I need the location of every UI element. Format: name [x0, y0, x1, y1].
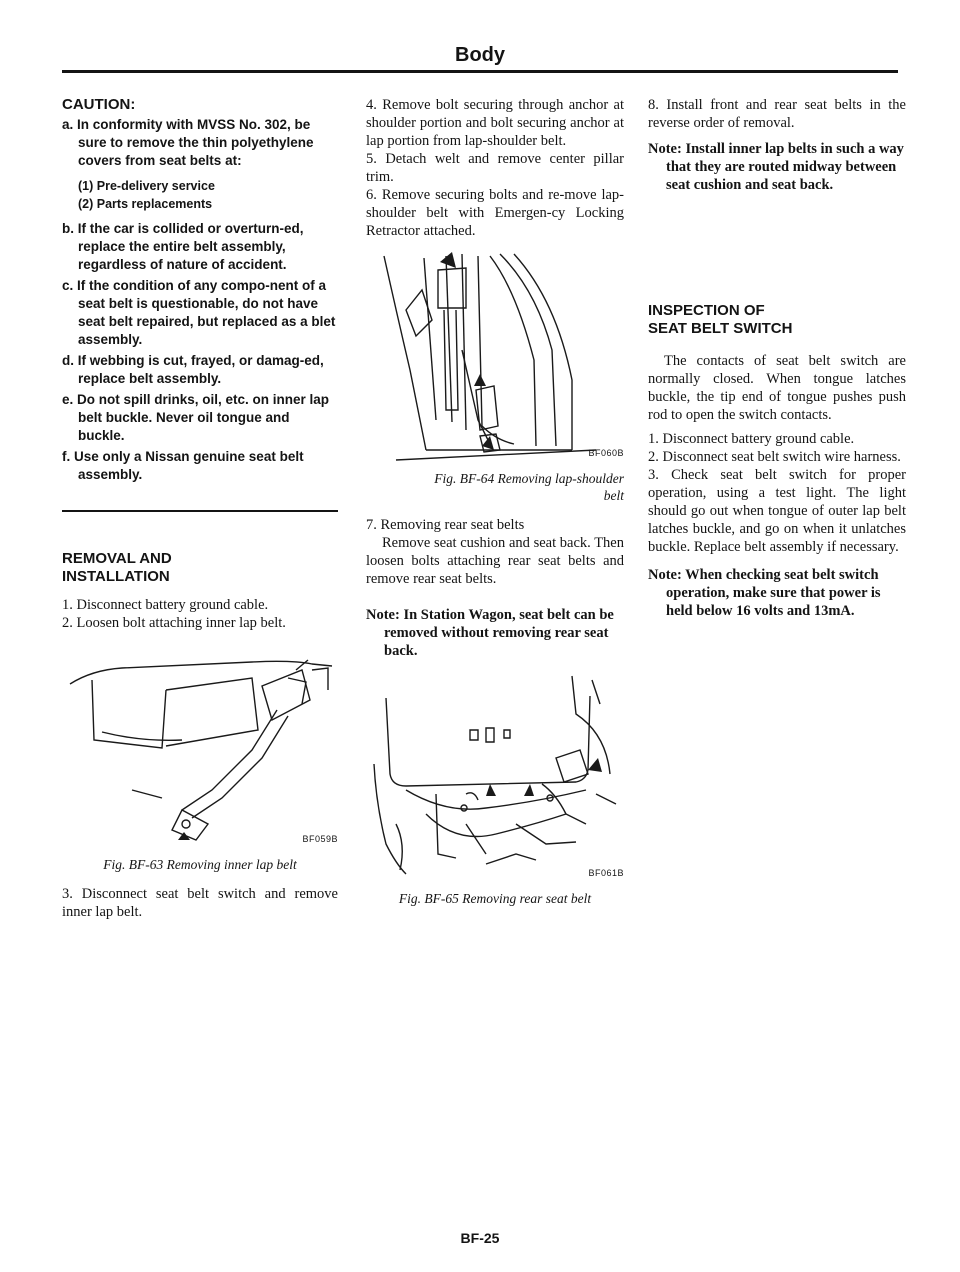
- figure-bf-64: [366, 250, 624, 464]
- figure-bf-65: [366, 674, 624, 884]
- removal-step-7-body: Remove seat cushion and seat back. Then loosen bolts attaching rear seat belts and remove rear seat belts.: [366, 535, 624, 587]
- inspection-step-2: 2. Disconnect seat belt switch wire harness.: [648, 449, 901, 465]
- figure-code: BF061B: [588, 868, 624, 878]
- caption-line: Fig. BF-64 Removing lap-shoulder: [434, 471, 624, 486]
- caption-line: belt: [603, 488, 624, 503]
- note-switch-power: Note: When checking seat belt switch operation, make sure that power is held below 16 volts and 13mA.: [648, 567, 881, 619]
- caution-heading: CAUTION:: [62, 96, 136, 113]
- removal-step-6: 6. Remove securing bolts and re-move lap-shoulder belt with Emergen-cy Locking Retractor attached.: [366, 187, 624, 239]
- caution-item-a: a. In conformity with MVSS No. 302, be sure to remove the thin polyethylene covers from seat belts at:: [62, 117, 314, 168]
- figure-bf-64-illustration: [366, 250, 624, 464]
- figure-code: BF059B: [302, 834, 338, 844]
- caution-sub-list: [62, 177, 338, 213]
- figure-caption: Fig. BF-65 Removing rear seat belt: [398, 891, 592, 906]
- caution-item-f: f. Use only a Nissan genuine seat belt assembly.: [62, 449, 304, 482]
- section-heading-inspection: [648, 302, 906, 338]
- inspection-step-3: 3. Check seat belt switch for proper operation, using a test light. The light should go out when tongue of outer lap belt latches buckle, and go on when it unlatches buckle. Replace belt assembly if necessary.: [648, 467, 906, 555]
- caution-item-c: c. If the condition of any compo-nent of a seat belt is questionable, do not have seat belt repaired, but replaced as a blet assembly.: [62, 278, 336, 347]
- removal-step-2: 2. Loosen bolt attaching inner lap belt.: [62, 615, 286, 631]
- heading-line: SEAT BELT SWITCH: [648, 320, 793, 337]
- removal-step-7-title: 7. Removing rear seat belts: [366, 517, 525, 533]
- removal-step-5: 5. Detach welt and remove center pillar trim.: [366, 151, 624, 185]
- section-heading-removal: [62, 550, 338, 586]
- figure-bf-63: [62, 640, 338, 850]
- heading-line: INSTALLATION: [62, 568, 170, 585]
- column-middle: [366, 96, 624, 907]
- caution-item-b: b. If the car is collided or overturn-ed, replace the entire belt assembly, regardless of nature of accident.: [62, 221, 304, 272]
- note-inner-lap-belts: Note: Install inner lap belts in such a way that they are routed midway between seat cushion and seat back.: [648, 141, 904, 193]
- figure-caption: Fig. BF-63 Removing inner lap belt: [103, 857, 297, 872]
- page-header-title: Body: [455, 44, 505, 66]
- note-station-wagon: Note: In Station Wagon, seat belt can be removed without removing rear seat back.: [366, 607, 614, 659]
- caution-sub-item: (1) Pre-delivery service: [78, 179, 215, 193]
- inspection-step-1: 1. Disconnect battery ground cable.: [648, 431, 855, 447]
- figure-bf-65-illustration: [366, 674, 624, 884]
- figure-bf-63-illustration: [62, 640, 338, 850]
- removal-step-1: 1. Disconnect battery ground cable.: [62, 597, 269, 613]
- page-number: BF-25: [460, 1230, 500, 1246]
- inspection-intro: The contacts of seat belt switch are normally closed. When tongue latches buckle, the tip end of tongue pushes push rod to open the switch contacts.: [648, 353, 906, 423]
- caution-item-e: e. Do not spill drinks, oil, etc. on inner lap belt buckle. Never oil tongue and buckle.: [62, 392, 330, 443]
- heading-line: REMOVAL AND: [62, 550, 172, 567]
- removal-step-4: 4. Remove bolt securing through anchor at shoulder portion and bolt securing anchor at lap portion from lap-shoulder belt.: [366, 97, 624, 149]
- removal-step-8: 8. Install front and rear seat belts in the reverse order of removal.: [648, 97, 906, 131]
- figure-caption: [366, 470, 624, 504]
- heading-line: INSPECTION OF: [648, 302, 765, 319]
- caution-item-d: d. If webbing is cut, frayed, or damag-ed, replace belt assembly.: [62, 353, 324, 386]
- column-left: [62, 96, 338, 921]
- header-rule: [62, 70, 898, 73]
- caution-sub-item: (2) Parts replacements: [78, 197, 213, 211]
- removal-step-3: 3. Disconnect seat belt switch and remove inner lap belt.: [62, 886, 338, 920]
- figure-code: BF060B: [588, 448, 624, 458]
- column-right: [648, 96, 906, 620]
